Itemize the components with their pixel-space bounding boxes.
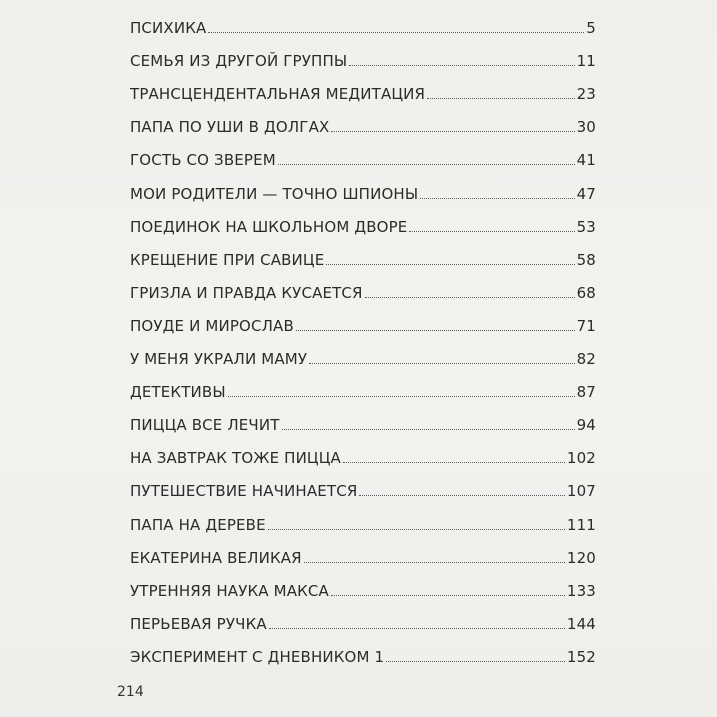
toc-entry-page: 94: [576, 416, 596, 435]
toc-entry-page: 58: [576, 250, 596, 269]
toc-entry-page: 120: [566, 548, 596, 567]
toc-entry: [130, 473, 596, 506]
toc-entry-page: 152: [566, 647, 596, 666]
toc-entry: [130, 142, 596, 175]
toc-dot-leader: [365, 297, 575, 298]
toc-entry-page: 47: [576, 184, 596, 203]
toc-entry-page: 68: [576, 283, 596, 302]
toc-dot-leader: [409, 231, 574, 232]
toc-dot-leader: [326, 264, 574, 265]
toc-entry-title: ПОЕДИНОК НА ШКОЛЬНОМ ДВОРЕ: [130, 217, 408, 236]
toc-entry-page: 144: [566, 614, 596, 633]
toc-entry-title: ГРИЗЛА И ПРАВДА КУСАЕТСЯ: [130, 283, 363, 302]
toc-entry-page: 41: [576, 151, 596, 170]
toc-entry-page: 23: [576, 85, 596, 104]
toc-entry: [130, 275, 596, 308]
toc-dot-leader: [420, 198, 574, 199]
toc-entry-title: ДЕТЕКТИВЫ: [130, 383, 226, 402]
toc-entry-title: МОИ РОДИТЕЛИ — ТОЧНО ШПИОНЫ: [130, 184, 419, 203]
toc-entry: [130, 540, 596, 573]
toc-entry-title: ЕКАТЕРИНА ВЕЛИКАЯ: [130, 548, 302, 567]
toc-entry-page: 133: [566, 581, 596, 600]
toc-dot-leader: [359, 495, 565, 496]
toc-dot-leader: [208, 32, 584, 33]
toc-dot-leader: [331, 595, 565, 596]
table-of-contents: [130, 10, 596, 672]
toc-dot-leader: [269, 628, 565, 629]
toc-entry: [130, 374, 596, 407]
toc-entry-title: ПСИХИКА: [130, 19, 207, 38]
toc-entry-title: УТРЕННЯЯ НАУКА МАКСА: [130, 581, 329, 600]
toc-entry-page: 87: [576, 383, 596, 402]
toc-entry-page: 11: [576, 52, 596, 71]
toc-entry-title: КРЕЩЕНИЕ ПРИ САВИЦЕ: [130, 250, 325, 269]
toc-entry: [130, 308, 596, 341]
toc-entry: [130, 573, 596, 606]
toc-entry-title: ПОУДЕ И МИРОСЛАВ: [130, 316, 294, 335]
toc-entry-title: ЭКСПЕРИМЕНТ С ДНЕВНИКОМ 1: [130, 647, 385, 666]
toc-entry: [130, 639, 596, 672]
toc-dot-leader: [296, 330, 575, 331]
toc-entry-page: 71: [576, 316, 596, 335]
toc-dot-leader: [343, 462, 565, 463]
toc-dot-leader: [349, 65, 574, 66]
toc-entry: [130, 209, 596, 242]
toc-dot-leader: [309, 363, 574, 364]
toc-entry: [130, 109, 596, 142]
toc-entry-title: ПЕРЬЕВАЯ РУЧКА: [130, 614, 267, 633]
toc-entry: [130, 242, 596, 275]
toc-entry-page: 111: [566, 515, 596, 534]
toc-entry: [130, 175, 596, 208]
toc-entry-title: ПИЦЦА ВСЕ ЛЕЧИТ: [130, 416, 280, 435]
toc-entry: [130, 43, 596, 76]
toc-entry-page: 82: [576, 350, 596, 369]
toc-entry: [130, 440, 596, 473]
toc-entry-title: ПАПА ПО УШИ В ДОЛГАХ: [130, 118, 330, 137]
toc-dot-leader: [331, 131, 574, 132]
toc-entry-page: 5: [586, 19, 596, 38]
toc-entry-title: ПУТЕШЕСТВИЕ НАЧИНАЕТСЯ: [130, 482, 358, 501]
toc-dot-leader: [268, 529, 565, 530]
toc-dot-leader: [386, 661, 565, 662]
toc-entry: [130, 76, 596, 109]
toc-entry-title: ТРАНСЦЕНДЕНТАЛЬНАЯ МЕДИТАЦИЯ: [130, 85, 426, 104]
toc-entry-page: 53: [576, 217, 596, 236]
toc-entry-title: НА ЗАВТРАК ТОЖЕ ПИЦЦА: [130, 449, 341, 468]
toc-entry-title: ГОСТЬ СО ЗВЕРЕМ: [130, 151, 276, 170]
toc-entry-title: У МЕНЯ УКРАЛИ МАМУ: [130, 350, 308, 369]
toc-dot-leader: [282, 429, 575, 430]
toc-entry-title: ПАПА НА ДЕРЕВЕ: [130, 515, 266, 534]
toc-dot-leader: [228, 396, 575, 397]
page-number: 214: [117, 684, 144, 700]
toc-entry: [130, 606, 596, 639]
toc-entry: [130, 407, 596, 440]
toc-entry: [130, 506, 596, 539]
toc-entry-page: 102: [566, 449, 596, 468]
toc-dot-leader: [278, 164, 575, 165]
toc-entry-page: 30: [576, 118, 596, 137]
toc-dot-leader: [427, 98, 575, 99]
toc-dot-leader: [304, 562, 565, 563]
toc-entry: [130, 341, 596, 374]
toc-entry: [130, 10, 596, 43]
toc-entry-title: СЕМЬЯ ИЗ ДРУГОЙ ГРУППЫ: [130, 52, 348, 71]
toc-entry-page: 107: [566, 482, 596, 501]
